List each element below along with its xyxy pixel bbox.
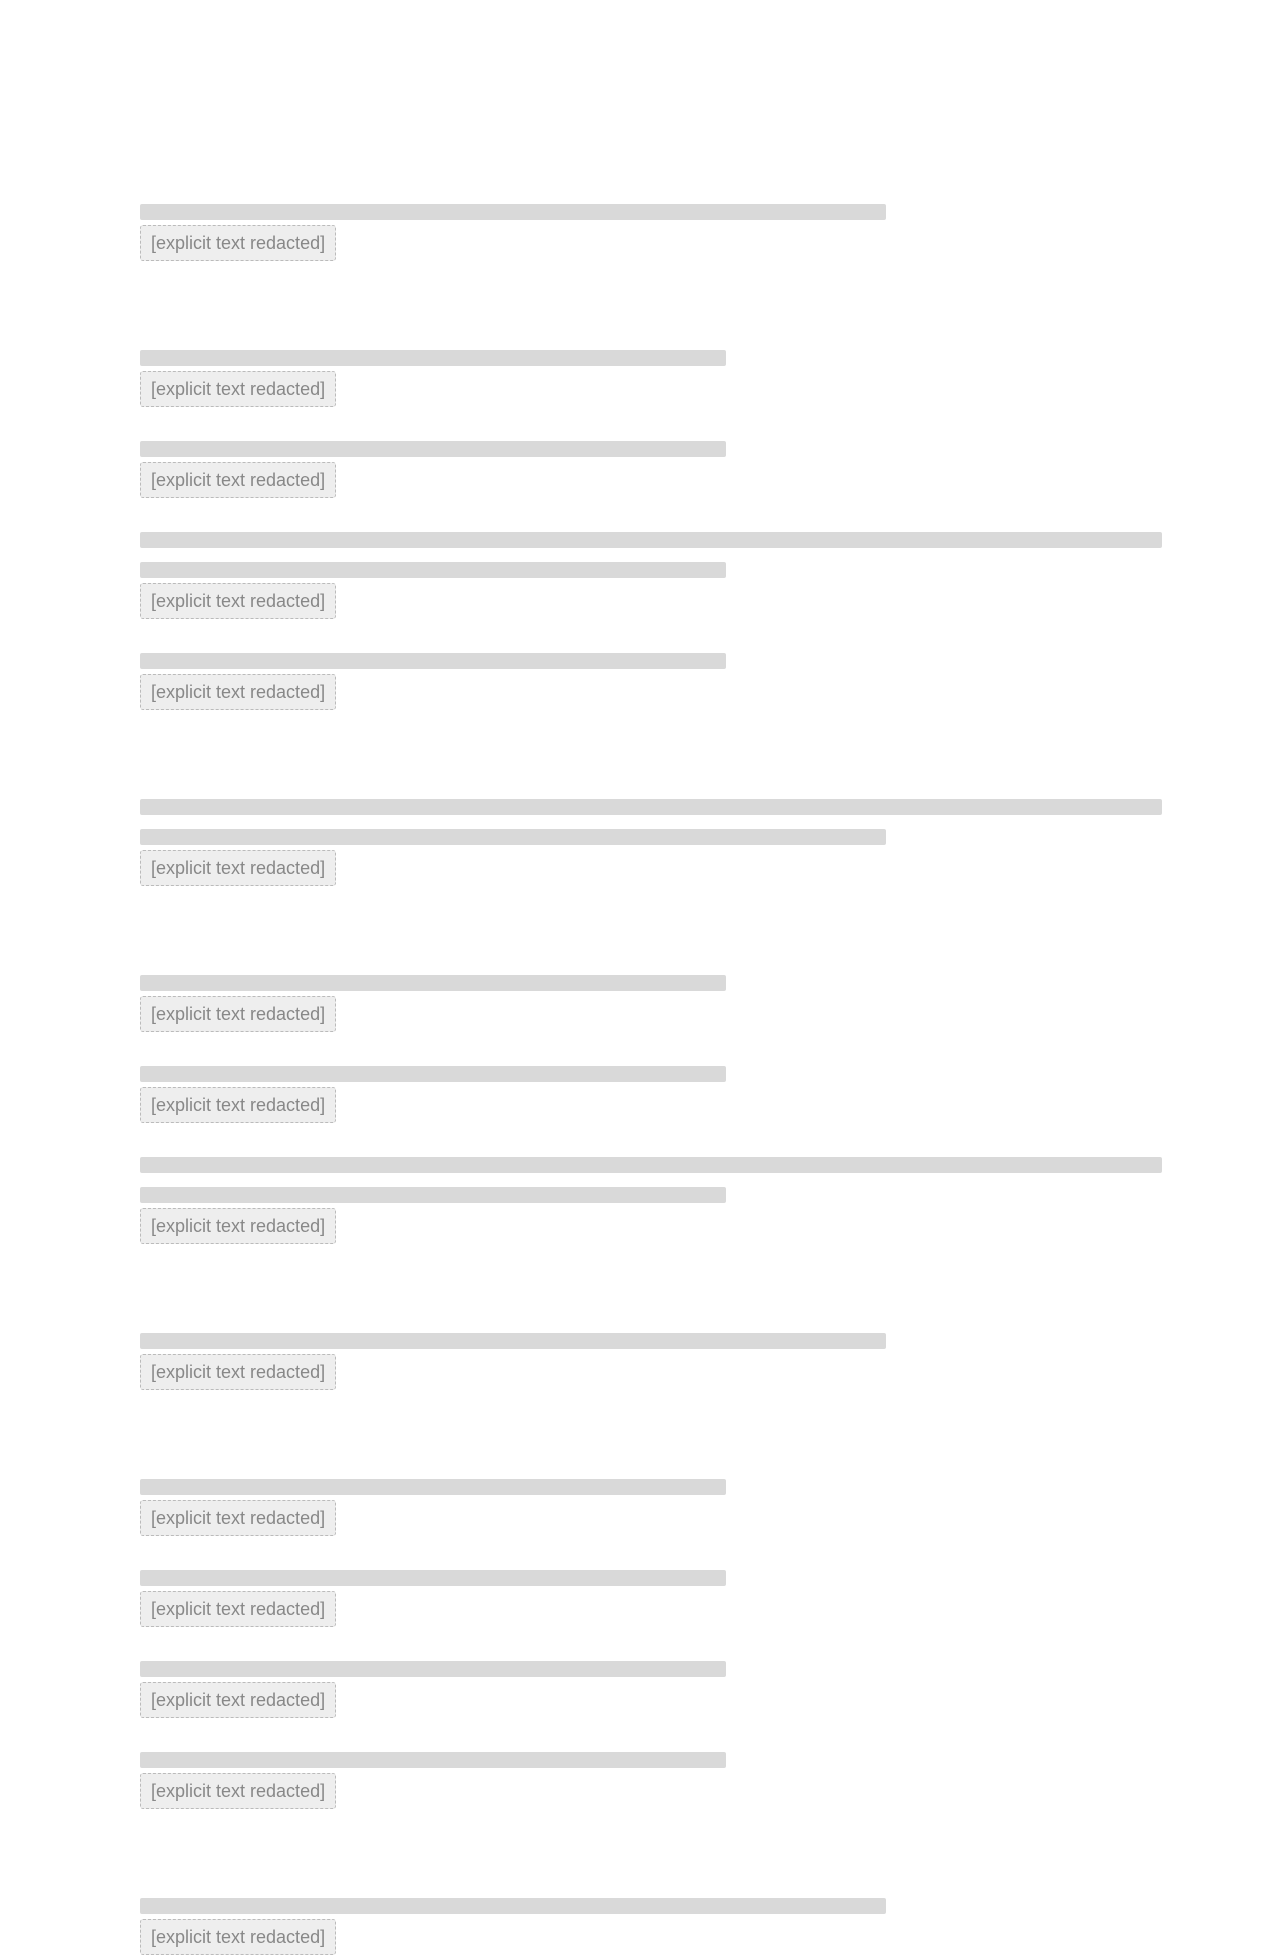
dialogue-paragraph — [140, 790, 1205, 886]
redacted-line — [140, 350, 726, 366]
redacted-line — [140, 1157, 1162, 1173]
redacted-line — [140, 1187, 726, 1203]
redaction-notice: [explicit text redacted] — [140, 225, 336, 261]
redacted-line — [140, 1752, 726, 1768]
redacted-line — [140, 441, 726, 457]
redaction-notice: [explicit text redacted] — [140, 462, 336, 498]
text-content — [140, 195, 1205, 1955]
narrative-paragraph — [140, 1561, 1205, 1627]
redacted-line — [140, 653, 726, 669]
redaction-notice: [explicit text redacted] — [140, 1773, 336, 1809]
redacted-line — [140, 1066, 726, 1082]
redacted-line — [140, 975, 726, 991]
narrative-paragraph — [140, 1470, 1205, 1536]
narrative-paragraph — [140, 966, 1205, 1032]
narrative-paragraph — [140, 523, 1205, 619]
narrative-paragraph — [140, 1743, 1205, 1809]
redaction-notice: [explicit text redacted] — [140, 850, 336, 886]
redaction-notice: [explicit text redacted] — [140, 674, 336, 710]
redacted-line — [140, 1570, 726, 1586]
redacted-line — [140, 829, 886, 845]
redaction-notice: [explicit text redacted] — [140, 1591, 336, 1627]
narrative-paragraph — [140, 1057, 1205, 1123]
redacted-line — [140, 1898, 886, 1914]
redacted-line — [140, 1479, 726, 1495]
narrative-paragraph — [140, 644, 1205, 710]
redacted-line — [140, 532, 1162, 548]
redaction-notice: [explicit text redacted] — [140, 1919, 336, 1955]
redaction-notice: [explicit text redacted] — [140, 1500, 336, 1536]
redaction-notice: [explicit text redacted] — [140, 1087, 336, 1123]
redacted-line — [140, 1333, 886, 1349]
redaction-notice: [explicit text redacted] — [140, 996, 336, 1032]
redaction-notice: [explicit text redacted] — [140, 583, 336, 619]
redaction-notice: [explicit text redacted] — [140, 371, 336, 407]
redaction-notice: [explicit text redacted] — [140, 1208, 336, 1244]
narrative-paragraph — [140, 341, 1205, 407]
redacted-line — [140, 799, 1162, 815]
redacted-line — [140, 1661, 726, 1677]
redacted-line — [140, 562, 726, 578]
narrative-paragraph — [140, 432, 1205, 498]
redacted-line — [140, 204, 886, 220]
narrative-paragraph — [140, 1652, 1205, 1718]
dialogue-paragraph — [140, 1889, 1205, 1955]
dialogue-paragraph — [140, 195, 1205, 261]
dialogue-paragraph — [140, 1324, 1205, 1390]
narrative-paragraph — [140, 1148, 1205, 1244]
redaction-notice: [explicit text redacted] — [140, 1682, 336, 1718]
redaction-notice: [explicit text redacted] — [140, 1354, 336, 1390]
